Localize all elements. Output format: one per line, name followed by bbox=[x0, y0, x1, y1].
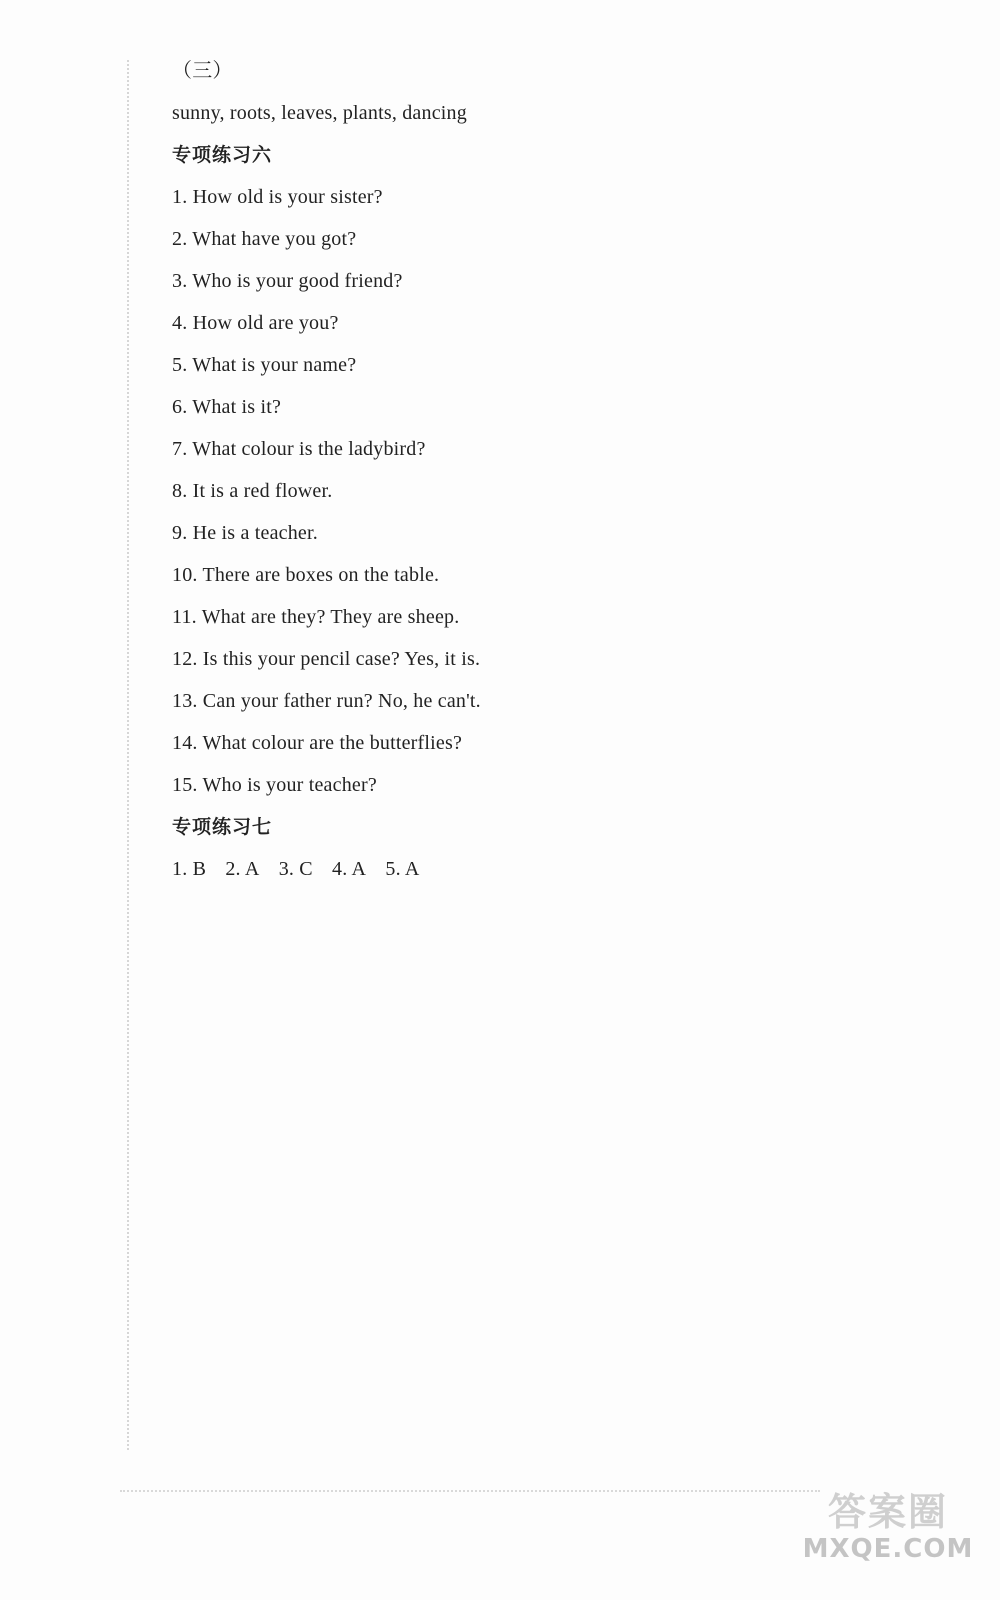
watermark-logo bbox=[798, 1490, 978, 1564]
exercise-7-answer-5: 5. A bbox=[385, 858, 420, 880]
exercise-6-item-7: 7. What colour is the ladybird? bbox=[172, 438, 426, 460]
answer-content bbox=[172, 58, 932, 898]
watermark-bottom-text: MXQE.COM bbox=[802, 1534, 974, 1564]
exercise-6-heading: 专项练习六 bbox=[172, 144, 273, 166]
exercise-6-item-13: 13. Can your father run? No, he can't. bbox=[172, 690, 481, 712]
exercise-7-answer-2: 2. A bbox=[225, 858, 260, 880]
watermark-top-text: 答案圈 bbox=[827, 1490, 948, 1534]
section-3-answer: sunny, roots, leaves, plants, dancing bbox=[172, 102, 467, 124]
exercise-7-answers bbox=[172, 856, 932, 882]
exercise-7-heading: 专项练习七 bbox=[172, 816, 273, 838]
exercise-6-item-10: 10. There are boxes on the table. bbox=[172, 564, 440, 586]
exercise-6-item-4: 4. How old are you? bbox=[172, 312, 339, 334]
exercise-7-answer-4: 4. A bbox=[332, 858, 367, 880]
section-3-heading: （三） bbox=[172, 60, 233, 82]
footer-dotted-line bbox=[120, 1490, 820, 1492]
exercise-7-answer-1: 1. B bbox=[172, 858, 207, 880]
exercise-6-item-5: 5. What is your name? bbox=[172, 354, 357, 376]
exercise-6-item-2: 2. What have you got? bbox=[172, 228, 357, 250]
exercise-6-item-6: 6. What is it? bbox=[172, 396, 282, 418]
binding-dotted-line bbox=[127, 60, 129, 1450]
exercise-6-item-1: 1. How old is your sister? bbox=[172, 186, 383, 208]
exercise-6-item-15: 15. Who is your teacher? bbox=[172, 774, 377, 796]
exercise-6-item-3: 3. Who is your good friend? bbox=[172, 270, 403, 292]
exercise-6-item-9: 9. He is a teacher. bbox=[172, 522, 318, 544]
exercise-6-item-8: 8. It is a red flower. bbox=[172, 480, 333, 502]
exercise-6-item-11: 11. What are they? They are sheep. bbox=[172, 606, 460, 628]
exercise-6-item-14: 14. What colour are the butterflies? bbox=[172, 732, 463, 754]
exercise-7-answer-3: 3. C bbox=[278, 858, 313, 880]
exercise-6-item-12: 12. Is this your pencil case? Yes, it is. bbox=[172, 648, 481, 670]
